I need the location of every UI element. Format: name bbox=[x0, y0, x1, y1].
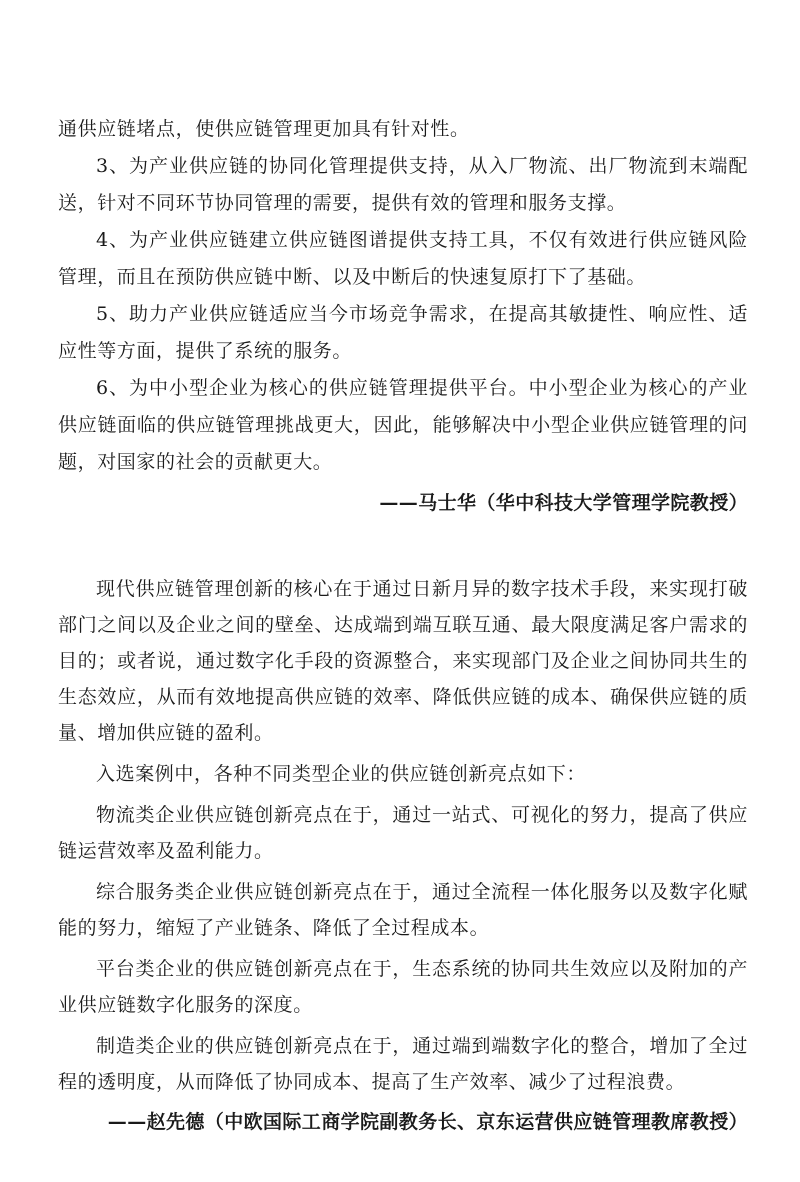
platform-paragraph: 平台类企业的供应链创新亮点在于，生态系统的协同共生效应以及附加的产业供应链数字化服务的深度。 bbox=[58, 958, 748, 1016]
cases-intro-paragraph: 入选案例中，各种不同类型企业的供应链创新亮点如下： bbox=[96, 763, 587, 785]
integrated-services-paragraph: 综合服务类企业供应链创新亮点在于，通过全流程一体化服务以及数字化赋能的努力，缩短了产业链条、降低了全过程成本。 bbox=[58, 881, 748, 939]
item-paragraph-6: 6、为中小型企业为核心的供应链管理提供平台。中小型企业为核心的产业供应链面临的供应链管理挑战更大，因此，能够解决中小型企业供应链管理的问题，对国家的社会的贡献更大。 bbox=[58, 377, 748, 473]
section-zhao-xiande bbox=[58, 571, 748, 1141]
attribution-ma-shihua: ——马士华（华中科技大学管理学院教授） bbox=[379, 492, 748, 514]
intro-paragraph: 现代供应链管理创新的核心在于通过日新月异的数字技术手段，来实现打破部门之间以及企业之间的壁垒、达成端到端互联互通、最大限度满足客户需求的目的；或者说，通过数字化手段的资源整合，来实现部门及企业之间协同共生的生态效应，从而有效地提高供应链的效率、降低供应链的成本、确保供应链的质量、增加供应链的盈利。 bbox=[58, 578, 748, 744]
attribution-zhao-xiande: ——赵先德（中欧国际工商学院副教务长、京东运营供应链管理教席教授） bbox=[107, 1111, 748, 1133]
manufacturing-paragraph: 制造类企业的供应链创新亮点在于，通过端到端数字化的整合，增加了全过程的透明度，从而降低了协同成本、提高了生产效率、减少了过程浪费。 bbox=[58, 1035, 748, 1093]
continuation-paragraph: 通供应链堵点，使供应链管理更加具有针对性。 bbox=[58, 118, 470, 140]
item-paragraph-5: 5、助力产业供应链适应当今市场竞争需求，在提高其敏捷性、响应性、适应性等方面，提供了系统的服务。 bbox=[58, 303, 748, 362]
section-ma-shihua bbox=[58, 111, 748, 522]
item-paragraph-3: 3、为产业供应链的协同化管理提供支持，从入厂物流、出厂物流到末端配送，针对不同环节协同管理的需要，提供有效的管理和服务支撑。 bbox=[58, 155, 748, 214]
logistics-paragraph: 物流类企业供应链创新亮点在于，通过一站式、可视化的努力，提高了供应链运营效率及盈利能力。 bbox=[58, 804, 748, 862]
item-paragraph-4: 4、为产业供应链建立供应链图谱提供支持工具，不仅有效进行供应链风险管理，而且在预防供应链中断、以及中断后的快速复原打下了基础。 bbox=[58, 229, 748, 288]
